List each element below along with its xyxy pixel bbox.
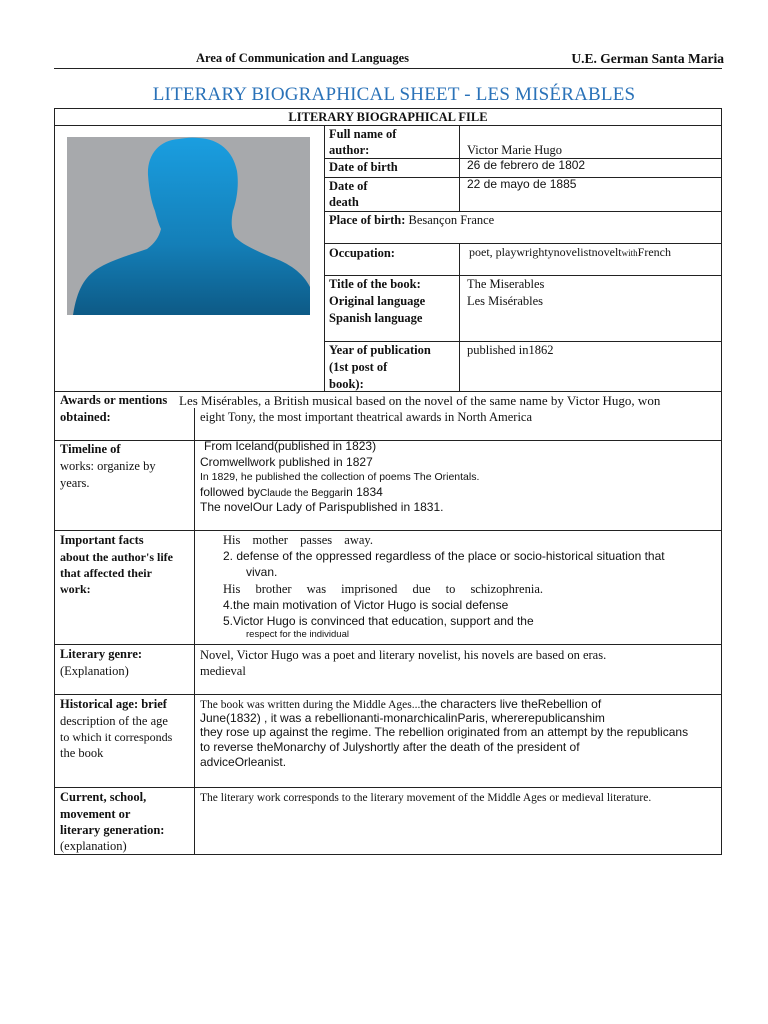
timeline-line-4c: in 1834 — [343, 485, 383, 499]
header-school: U.E. German Santa Maria — [571, 51, 724, 66]
timeline-line-3: In 1829, he published the collection of poems The Orientals. — [200, 471, 480, 483]
timeline-line-5: The novelOur Lady of Parispublished in 1831. — [200, 500, 444, 514]
birth-value: 26 de febrero de 1802 — [467, 158, 586, 172]
timeline-line-4a: followed by — [200, 485, 261, 499]
birth-label: Date of birth — [329, 160, 398, 174]
historical-line-5: adviceOrleanist. — [200, 755, 287, 769]
historical-label-2: description of the age — [60, 714, 168, 728]
year-label-3: book): — [329, 377, 364, 391]
timeline-label-3: years. — [60, 476, 90, 490]
current-label-2: movement or — [60, 807, 131, 821]
timeline-line-4 — [200, 485, 383, 501]
historical-line-1b: the characters live theRebellion of — [420, 697, 602, 711]
book-title-value: The Miserables — [467, 277, 545, 291]
full-name-label-1: Full name of — [329, 127, 397, 141]
occupation-end: French — [637, 245, 671, 259]
row-line — [54, 787, 722, 788]
row-line — [54, 644, 722, 645]
book-label-2: Original language — [329, 294, 426, 308]
header-area: Area of Communication and Languages — [196, 51, 409, 65]
place-row — [329, 212, 494, 229]
historical-label-1: Historical age: brief — [60, 697, 167, 711]
genre-label-1: Literary genre: — [60, 647, 143, 661]
occupation-label: Occupation: — [329, 246, 395, 260]
row-line — [54, 694, 722, 695]
timeline-line-2: Cromwellwork published in 1827 — [200, 455, 373, 469]
facts-line-3: His brother was imprisoned due to schizophrenia. — [223, 582, 543, 596]
current-text: The literary work corresponds to the literary movement of the Middle Ages or medieval literature. — [200, 792, 652, 804]
value-divider-2 — [459, 243, 460, 391]
genre-text-1: Novel, Victor Hugo was a poet and literary novelist, his novels are based on eras. — [200, 648, 607, 662]
info-divider — [324, 125, 325, 391]
awards-text-1: Les Misérables, a British musical based on the novel of the same name by Victor Hugo, won — [179, 393, 661, 408]
facts-label-2: about the author's life — [60, 550, 174, 564]
book-original-value: Les Misérables — [467, 294, 544, 308]
timeline-label-2: works: organize by — [60, 459, 156, 473]
genre-label-2: (Explanation) — [60, 664, 129, 678]
year-label-2: (1st post of — [329, 360, 388, 374]
facts-line-5a: 5.Victor Hugo is convinced that education, support and the — [223, 614, 534, 628]
full-name-value: Victor Marie Hugo — [467, 143, 563, 157]
facts-label-3: that affected their — [60, 566, 152, 580]
historical-line-4: to reverse theMonarchy of Julyshortly after the death of the president of — [200, 740, 580, 754]
header-divider — [54, 68, 722, 69]
avatar-silhouette-icon — [67, 137, 310, 315]
historical-label-4: the book — [60, 746, 104, 760]
death-value: 22 de mayo de 1885 — [467, 177, 577, 191]
facts-line-4: 4.the main motivation of Victor Hugo is social defense — [223, 598, 509, 612]
death-label-2: death — [329, 195, 359, 209]
place-value: Besançon France — [408, 213, 495, 227]
historical-line-3: they rose up against the regime. The rebellion originated from an attempt by the republicans — [200, 725, 689, 739]
historical-line-2: June(1832) , it was a rebellionanti-monarchicalinParis, whererepublicanshim — [200, 711, 605, 725]
timeline-line-4b: Claude the Beggar — [260, 488, 344, 499]
book-label-1: Title of the book: — [329, 277, 421, 291]
row-line — [54, 530, 722, 531]
page-title: LITERARY BIOGRAPHICAL SHEET - LES MISÉRABLES — [152, 84, 636, 105]
current-label-3: literary generation: — [60, 823, 165, 837]
current-label-4: (explanation) — [60, 839, 127, 853]
value-divider-1 — [459, 125, 460, 211]
facts-line-5b: respect for the individual — [246, 629, 349, 640]
occupation-value — [469, 244, 671, 262]
historical-label-3: to which it corresponds — [60, 730, 173, 744]
year-label-1: Year of publication — [329, 343, 431, 357]
facts-line-2a: 2. defense of the oppressed regardless of the place or socio-historical situation that — [223, 549, 665, 563]
timeline-line-1: From Iceland(published in 1823) — [204, 439, 377, 453]
book-label-3: Spanish language — [329, 311, 423, 325]
row-line — [54, 440, 722, 441]
facts-label-1: Important facts — [60, 533, 144, 547]
full-name-label-2: author: — [329, 143, 370, 157]
facts-line-2b: vivan. — [246, 565, 278, 579]
file-title: LITERARY BIOGRAPHICAL FILE — [288, 110, 488, 124]
year-value: published in1862 — [467, 343, 554, 357]
occupation-main: poet, playwrightynovelistnovelt — [469, 245, 622, 259]
death-label-1: Date of — [329, 179, 368, 193]
place-label: Place of birth: — [329, 213, 406, 227]
facts-label-4: work: — [60, 582, 91, 596]
awards-text-2: eight Tony, the most important theatrical awards in North America — [200, 410, 533, 424]
facts-line-1: His mother passes away. — [223, 533, 373, 547]
awards-label-2: obtained: — [60, 410, 111, 424]
current-label-1: Current, school, — [60, 790, 147, 804]
timeline-label-1: Timeline of — [60, 442, 121, 456]
occupation-small: with — [621, 248, 638, 258]
genre-text-2: medieval — [200, 664, 246, 678]
historical-line-1a: The book was written during the Middle Ages... — [200, 699, 421, 711]
author-photo — [67, 137, 310, 315]
awards-label-1: Awards or mentions — [60, 393, 168, 407]
